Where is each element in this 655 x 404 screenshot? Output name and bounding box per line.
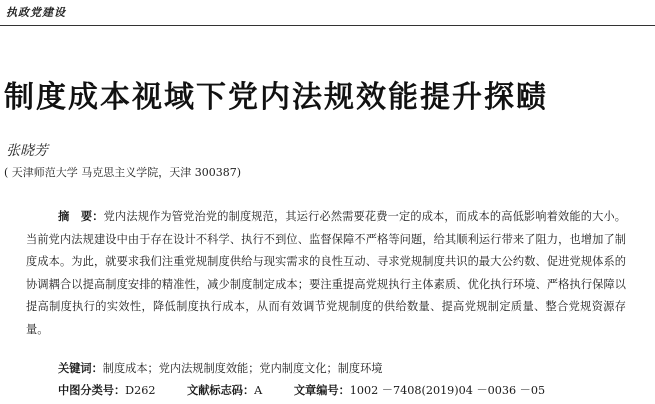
article-metadata [58, 382, 545, 398]
author-affiliation: ( 天津师范大学 马克思主义学院，天津 300387) [4, 166, 242, 179]
article-no-label: 文章编号： [293, 383, 350, 397]
clc-value: D262 [125, 384, 156, 397]
article-no-value: 1002 －7408(2019)04 －0036 －05 [349, 384, 546, 397]
header-rule [0, 25, 655, 26]
abstract-text: 党内法规作为管党治党的制度规范，其运行必然需要花费一定的成本，而成本的高低影响着效能的大小。当前党内法规建设中由于存在设计不科学、执行不到位、监督保障不严格等问题，给其顺利运行带来了阻力，也增加了制度成本。为此，就要求我们注重党规制度供给与现实需求的良性互动、寻求党规制度共识的最大公约数、促进党规体系的协调耦合以提高制度安排的精准性，减少制度制定成本；要注重提高党规执行主体素质、优化执行环境、严格执行保障以提高制度执行的实效性，降低制度执行成本，从而有效调节党规制度的供给数量、提高党规制定质量、整合党规资源存量。 [26, 210, 626, 336]
article-number [294, 382, 545, 398]
keywords [58, 360, 382, 376]
clc-number [58, 382, 155, 398]
clc-label: 中图分类号： [58, 383, 126, 397]
doc-code-label: 文献标志码： [187, 383, 255, 397]
abstract [26, 205, 626, 342]
column-tag: 执政党建设 [6, 6, 66, 19]
article-title: 制度成本视域下党内法规效能提升探赜 [4, 80, 548, 115]
abstract-label: 摘 要： [58, 209, 104, 223]
keywords-text: 制度成本；党内法规制度效能；党内制度文化；制度环境 [102, 362, 383, 375]
keywords-label: 关键词： [58, 361, 103, 375]
doc-code-value: A [254, 384, 263, 397]
author-name: 张晓芳 [6, 143, 48, 159]
document-code [187, 382, 262, 398]
